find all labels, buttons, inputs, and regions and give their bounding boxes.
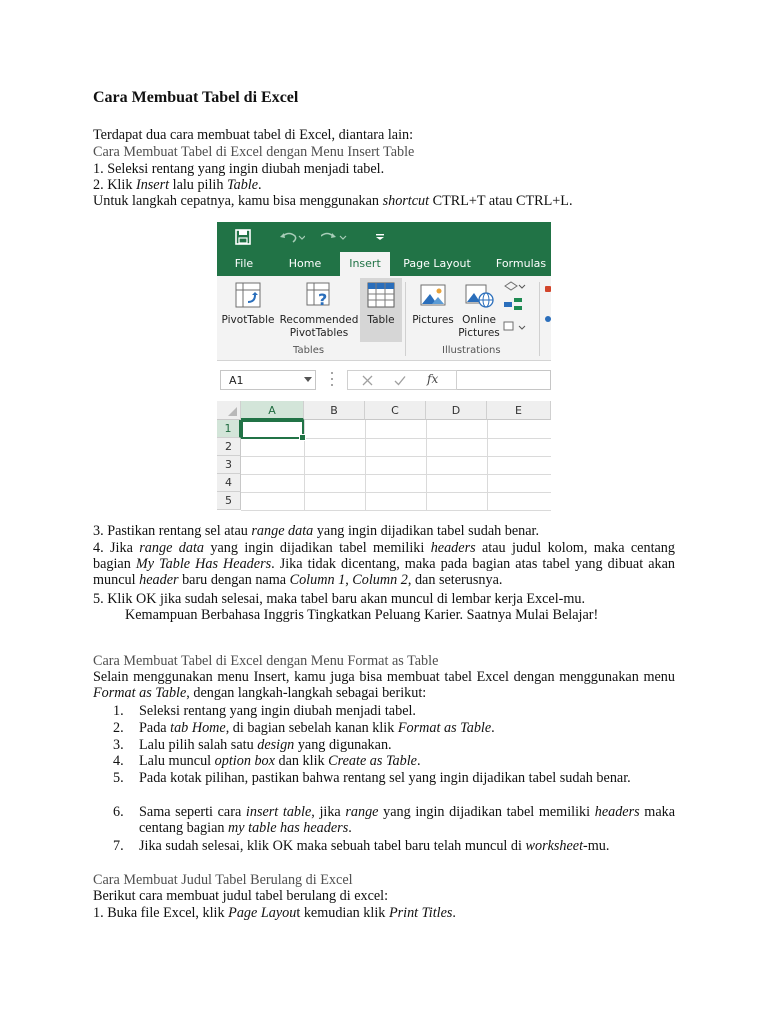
gridline: [241, 510, 551, 511]
formula-input[interactable]: [457, 370, 551, 390]
row-header-2[interactable]: 2: [217, 438, 241, 456]
shapes-smartart-icons[interactable]: [501, 280, 527, 340]
ribbon-separator: [539, 282, 540, 356]
list-number: 1.: [113, 703, 124, 719]
list-number: 4.: [113, 753, 124, 769]
column-header-a[interactable]: A: [241, 401, 304, 420]
list-number: 3.: [113, 737, 124, 753]
row-header-5[interactable]: 5: [217, 492, 241, 510]
step-1-4: 4. Jika range data yang ingin dijadikan tabel memiliki headers atau judul kolom, maka centang bagian My Table Has Headers. Jika tidak dicentang, maka pada bagian atas tabel yang dibuat akan muncul header baru dengan nama Column 1, Column 2, dan seterusnya.: [93, 540, 675, 588]
selected-cell-a1[interactable]: [241, 420, 304, 439]
formula-bar-grip-icon: [330, 371, 334, 387]
select-all-corner[interactable]: [217, 401, 241, 420]
formula-buttons: [347, 370, 457, 390]
online-pictures-button[interactable]: [457, 280, 501, 340]
save-icon[interactable]: [235, 229, 251, 245]
section-3-heading: Cara Membuat Judul Tabel Berulang di Excel: [93, 872, 353, 888]
list-item-1: Seleksi rentang yang ingin diubah menjadi tabel.: [139, 703, 416, 719]
row-header-3[interactable]: 3: [217, 456, 241, 474]
step-1-2: 2. Klik Insert lalu pilih Table.: [93, 177, 262, 193]
list-item-6: Sama seperti cara insert table, jika range yang ingin dijadikan tabel memiliki headers maka centang bagian my table has headers.: [139, 804, 676, 836]
pictures-icon: [418, 280, 448, 310]
online-pictures-icon: [464, 280, 494, 310]
addins-icon[interactable]: [545, 286, 551, 292]
ribbon: [217, 276, 551, 361]
section-2-heading: Cara Membuat Tabel di Excel dengan Menu Format as Table: [93, 653, 439, 669]
pivottable-label: PivotTable: [221, 314, 275, 326]
step-1-1: 1. Seleksi rentang yang ingin diubah menjadi tabel.: [93, 161, 385, 177]
tab-formulas[interactable]: Formulas: [495, 257, 547, 270]
list-item-3: Lalu pilih salah satu design yang digunakan.: [139, 737, 392, 753]
customize-qat-icon[interactable]: [375, 233, 385, 241]
excel-screenshot: [217, 222, 551, 511]
ribbon-tabs: [217, 252, 551, 276]
recommended-pivottables-button[interactable]: [278, 280, 360, 340]
cancel-icon[interactable]: [362, 375, 373, 386]
tab-file[interactable]: File: [234, 257, 254, 270]
formula-bar: [217, 361, 551, 397]
page-title: Cara Membuat Tabel di Excel: [93, 89, 299, 106]
recommended-pivottables-icon: [304, 280, 334, 310]
gridline: [241, 474, 551, 475]
gridline: [487, 420, 488, 511]
list-item-4: Lalu muncul option box dan klik Create as Table.: [139, 753, 421, 769]
insert-function-icon[interactable]: fx: [427, 372, 439, 386]
table-button[interactable]: [360, 280, 402, 327]
tab-page-layout[interactable]: Page Layout: [403, 257, 471, 270]
section-2-intro: Selain menggunakan menu Insert, kamu juga bisa membuat tabel Excel dengan menggunakan menu Format as Table, dengan langkah-langkah sebagai berikut:: [93, 669, 675, 701]
tab-insert[interactable]: Insert: [340, 252, 390, 276]
promo-link[interactable]: Kemampuan Berbahasa Inggris Tingkatkan Peluang Karier. Saatnya Mulai Belajar!: [125, 607, 599, 623]
pictures-label: Pictures: [412, 314, 454, 326]
list-item-2: Pada tab Home, di bagian sebelah kanan klik Format as Table.: [139, 720, 495, 736]
enter-icon[interactable]: [394, 375, 406, 386]
name-box-dropdown-icon[interactable]: [304, 377, 312, 383]
section-3-intro: Berikut cara membuat judul tabel berulang di excel:: [93, 888, 389, 904]
column-header-d[interactable]: D: [426, 401, 487, 420]
section-1-heading: Cara Membuat Tabel di Excel dengan Menu Insert Table: [93, 144, 415, 160]
redo-icon[interactable]: [321, 230, 347, 244]
list-item-7: Jika sudah selesai, klik OK maka sebuah tabel baru telah muncul di worksheet-mu.: [139, 838, 610, 854]
gridline: [365, 420, 366, 511]
list-number: 7.: [113, 838, 124, 854]
recommended-label-2: PivotTables: [289, 327, 349, 339]
undo-icon[interactable]: [279, 230, 305, 244]
list-number: 5.: [113, 770, 124, 786]
table-label: Table: [367, 314, 395, 326]
column-header-e[interactable]: E: [487, 401, 551, 420]
tables-group-label: Tables: [293, 345, 325, 356]
gridline: [426, 420, 427, 511]
list-number: 6.: [113, 804, 124, 820]
bing-maps-icon[interactable]: [545, 316, 551, 322]
pivottable-icon: [233, 280, 263, 310]
svg-text:?: ?: [318, 290, 328, 309]
table-icon: [366, 280, 396, 310]
recommended-label-1: Recommended: [279, 314, 359, 326]
column-header-c[interactable]: C: [365, 401, 426, 420]
intro-text: Terdapat dua cara membuat tabel di Excel, diantara lain:: [93, 127, 414, 143]
list-item-5: Pada kotak pilihan, pastikan bahwa rentang sel yang ingin dijadikan tabel sudah benar.: [139, 770, 631, 786]
online-label-2: Pictures: [458, 327, 500, 339]
quick-access-toolbar: [217, 222, 551, 252]
step-1-5: 5. Klik OK jika sudah selesai, maka tabel baru akan muncul di lembar kerja Excel-mu.: [93, 591, 586, 607]
step-3-1: 1. Buka file Excel, klik Page Layout kemudian klik Print Titles.: [93, 905, 456, 921]
pivottable-button[interactable]: [220, 280, 276, 327]
online-label-1: Online: [462, 314, 496, 326]
gridline: [241, 492, 551, 493]
shortcut-text: Untuk langkah cepatnya, kamu bisa menggunakan shortcut CTRL+T atau CTRL+L.: [93, 193, 573, 209]
row-header-1[interactable]: 1: [217, 420, 241, 438]
step-1-3: 3. Pastikan rentang sel atau range data yang ingin dijadikan tabel sudah benar.: [93, 523, 540, 539]
name-box[interactable]: A1: [220, 370, 316, 390]
row-header-4[interactable]: 4: [217, 474, 241, 492]
ribbon-separator: [405, 282, 406, 356]
pictures-button[interactable]: [409, 280, 457, 327]
column-header-b[interactable]: B: [304, 401, 365, 420]
tab-home[interactable]: Home: [288, 257, 322, 270]
illustrations-group-label: Illustrations: [442, 345, 501, 356]
gridline: [241, 456, 551, 457]
list-number: 2.: [113, 720, 124, 736]
worksheet-grid: [217, 401, 551, 511]
